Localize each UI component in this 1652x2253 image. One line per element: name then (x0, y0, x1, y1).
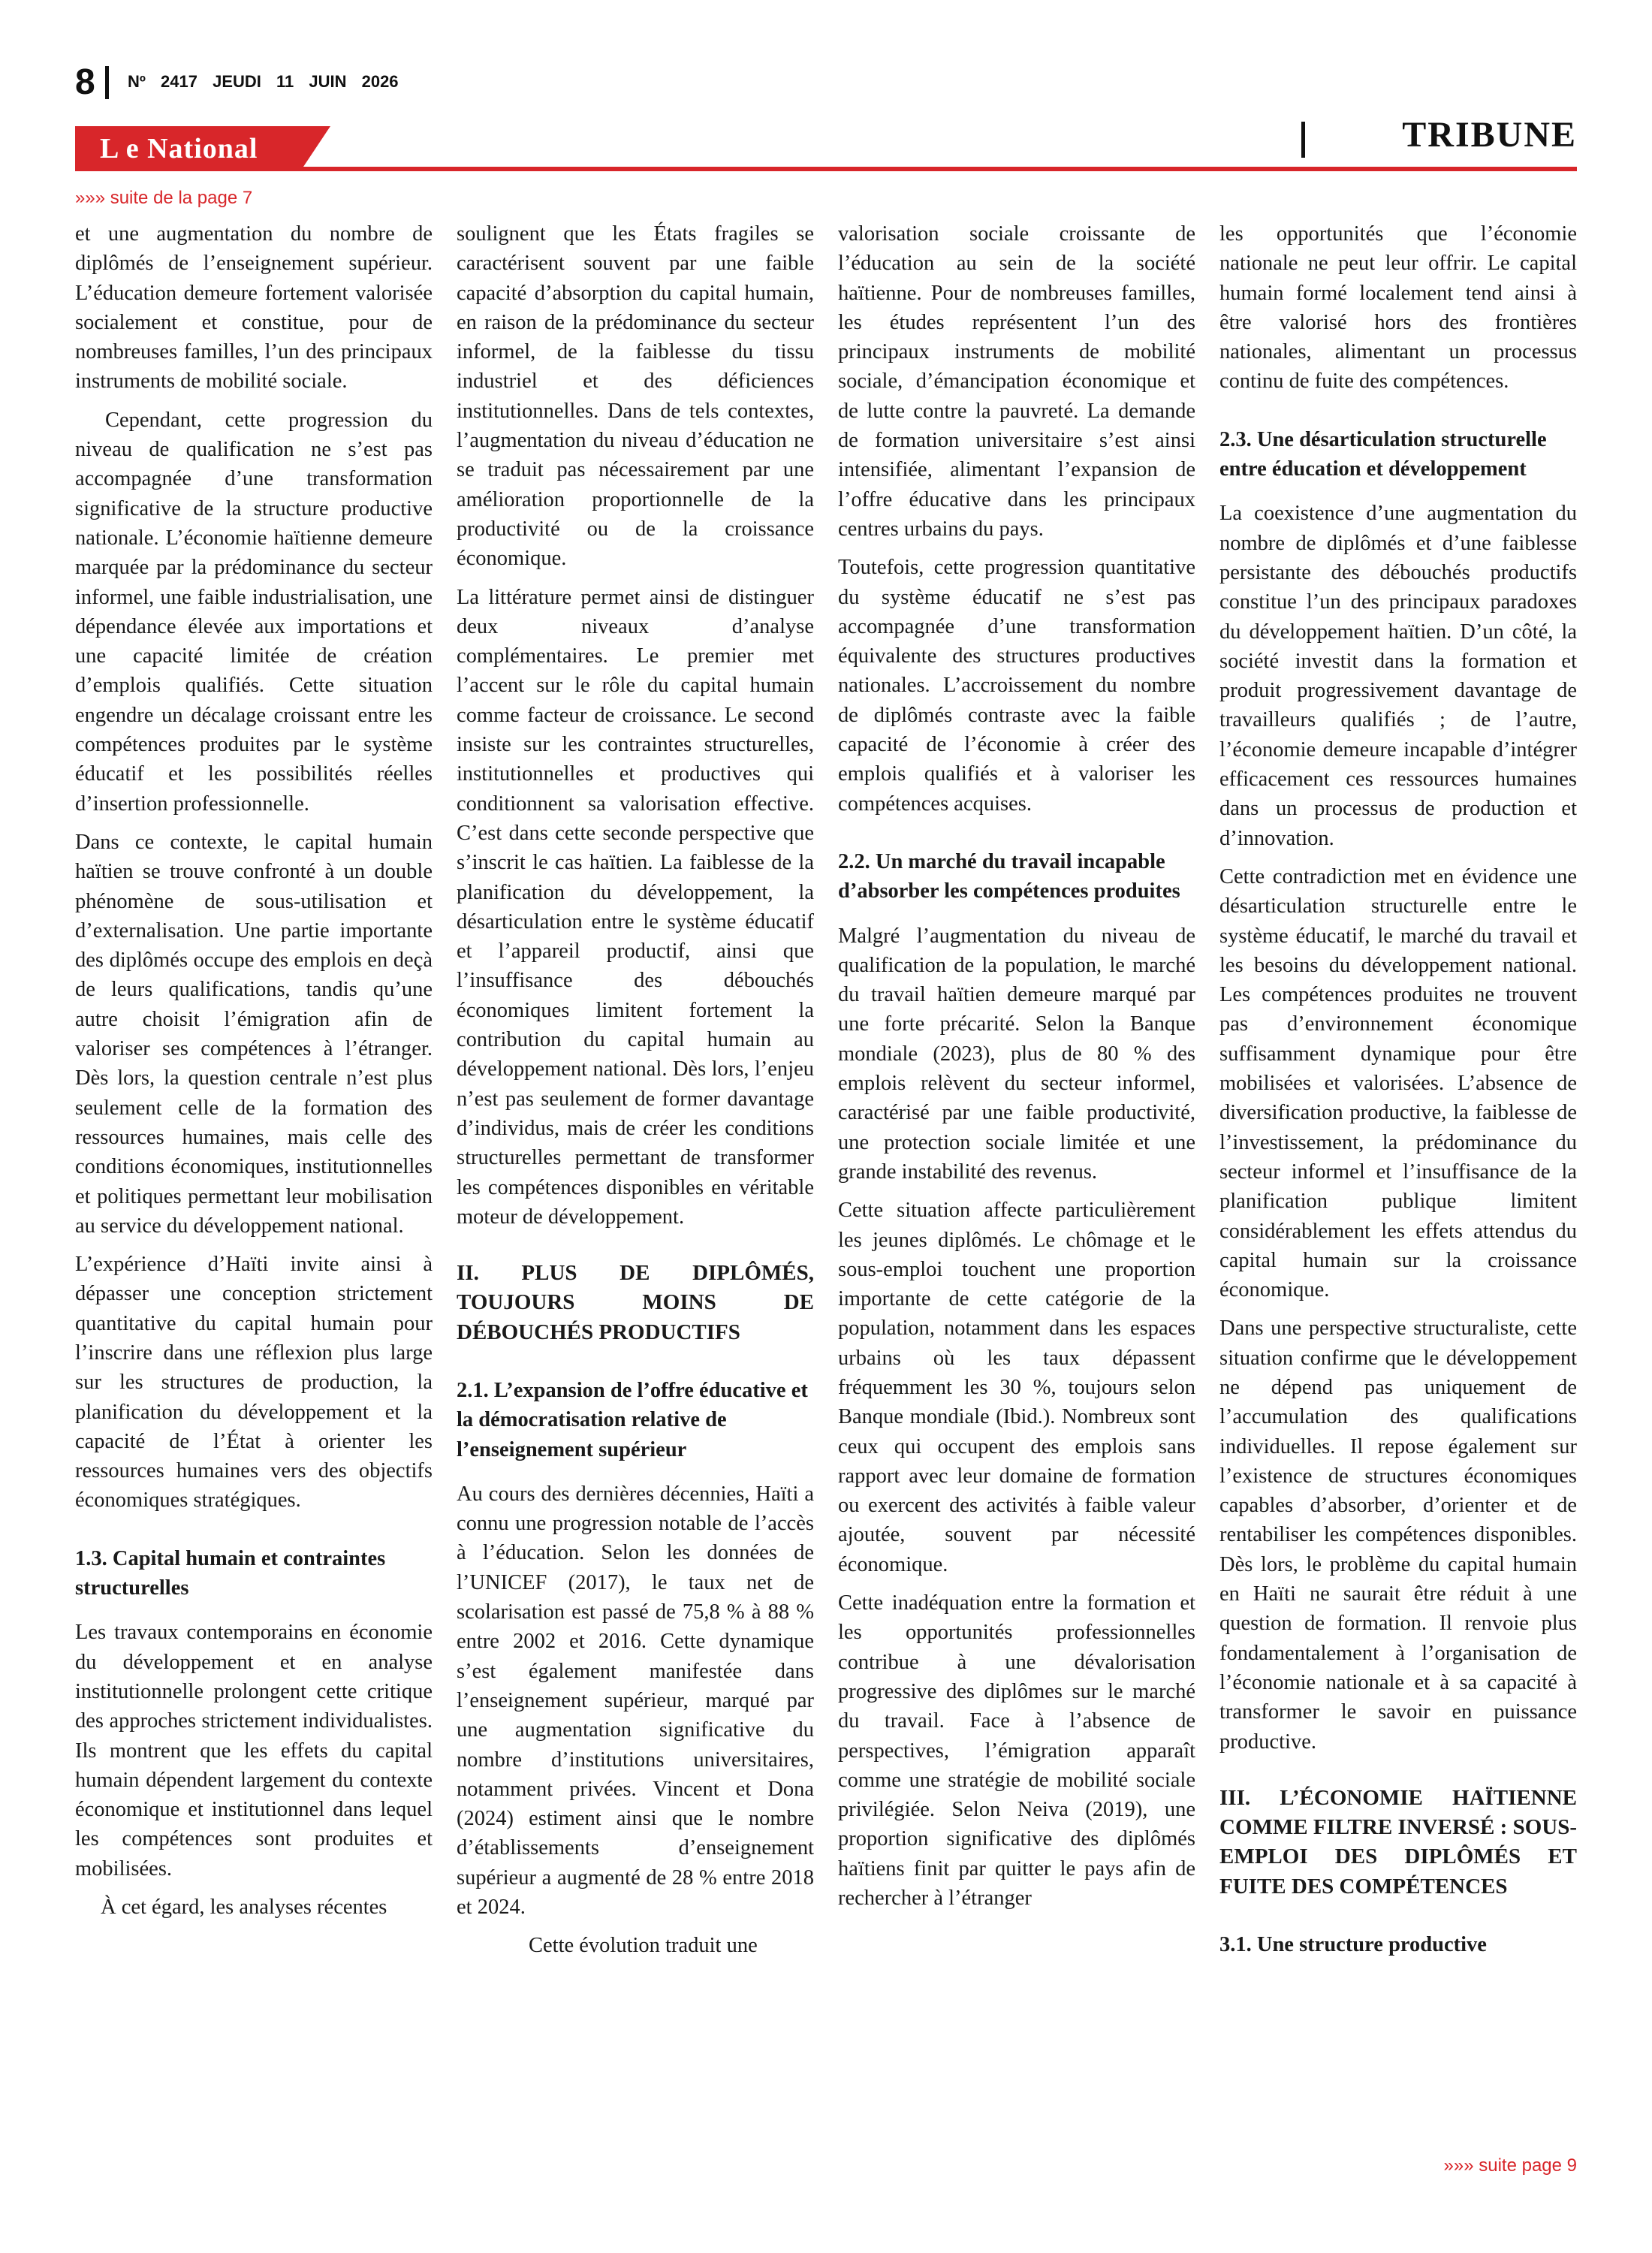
paragraph: L’expérience d’Haïti invite ainsi à dépasser une conception strictement quantitative du capital humain pour l’inscrire dans une réflexion plus large sur les structures de production, la planification du développement et la capacité de l’État à orienter les ressources humaines vers des objectifs économiques stratégiques. (75, 1253, 433, 1513)
paragraph: Cette évolution traduit une (529, 1934, 758, 1958)
subsection-heading: 2.2. Un marché du travail incapable d’absorber les compétences produites (838, 849, 1180, 903)
paragraph: La littérature permet ainsi de distinguer deux niveaux d’analyse complémentaires. Le premier met l’accent sur le rôle du capital humain comme facteur de croissance. Le second insiste sur les contraintes structurelles, institutionnelles et productives qui conditionnent sa valorisation effective. C’est dans cette seconde perspective que s’inscrit le cas haïtien. La faiblesse de la planification du développement, la désarticulation entre le système éducatif et l’appareil productif, ainsi que l’insuffisance des débouchés économiques limitent fortement la contribution du capital humain au développement national. Dès lors, l’enjeu n’est pas seulement de former davantage d’individus, mais de créer les conditions structurelles permettant de transformer les compétences disponibles en véritable moteur de développement. (457, 585, 814, 1229)
paragraph: et une augmentation du nombre de diplômés de l’enseignement supérieur. L’éducation demeure fortement valorisée socialement et constitue, pour de nombreuses familles, l’un des principaux instruments de mobilité sociale. (75, 222, 433, 394)
section-title: TRIBUNE (1402, 115, 1577, 155)
paragraph: À cet égard, les analyses récentes (101, 1896, 387, 1920)
paragraph: Toutefois, cette progression quantitative du système éducatif ne s’est pas accompagnée d’une transformation équivalente des structures productives nationales. L’accroissement du nombre de diplômés contraste avec la faible capacité de l’économie à créer des emplois qualifiés et à valoriser les compétences acquises. (838, 556, 1195, 816)
subsection-heading: 1.3. Capital humain et contraintes structurelles (75, 1546, 386, 1600)
continued-from-link[interactable]: »»» suite de la page 7 (75, 188, 253, 208)
page-header (75, 62, 1577, 102)
paragraph: Cependant, cette progression du niveau de qualification ne s’est pas accompagnée d’une transformation significative de la structure productive nationale. L’économie haïtienne demeure marquée par la prédominance du secteur informel, une faible industrialisation, une dépendance élevée aux importations et une capacité limitée de création d’emplois qualifiés. Cette situation engendre un décalage croissant entre les compétences produites par le système éducatif et les possibilités réelles d’insertion professionnelle. (75, 408, 433, 816)
article-column-1 (75, 219, 433, 1931)
paragraph: Cette contradiction met en évidence une désarticulation structurelle entre le système éducatif, le marché du travail et les besoins du développement national. Les compétences produites ne trouvent pas d’environnement économique suffisamment dynamique pour être mobilisées et valorisées. L’absence de diversification productive, la faiblesse de l’investissement, la prédominance du secteur informel et l’insuffisance de la planification publique limitent considérablement les effets attendus du capital humain sur la croissance économique. (1219, 864, 1577, 1302)
paragraph: Cette inadéquation entre la formation et les opportunités professionnelles contribue à une dévalorisation progressive des diplômes sur le marché du travail. Face à l’absence de perspectives, l’émigration apparaît comme une stratégie de mobilité sociale privilégiée. Selon Neiva (2019), une proportion significative des diplômés haïtiens finit par quitter le pays afin de rechercher à l’étranger (838, 1591, 1195, 1911)
subsection-heading: 2.1. L’expansion de l’offre éducative et la démocratisation relative de l’enseignement supérieur (457, 1378, 808, 1461)
section-heading: III. L’ÉCONOMIE HAÏTIENNE COMME FILTRE INVERSÉ : SOUS-EMPLOI DES DIPLÔMÉS ET FUITE DES COMPÉTENCES (1219, 1785, 1577, 1899)
paragraph: Cette situation affecte particulièrement les jeunes diplômés. Le chômage et le sous-emploi touchent une proportion importante de cette catégorie de la population, notamment dans les espaces urbains où les taux dépassent fréquemment les 30 %, toujours selon Banque mondiale (Ibid.). Nombreux sont ceux qui occupent des emplois sans rapport avec leur domaine de formation ou exercent des activités à faible valeur ajoutée, souvent par nécessité économique. (838, 1199, 1195, 1576)
paragraph: Malgré l’augmentation du niveau de qualification de la population, le marché du travail haïtien demeure marqué par une forte précarité. Selon la Banque mondiale (2023), plus de 80 % des emplois relèvent du secteur informel, caractérisé par une faible productivité, une protection sociale limitée et une grande instabilité des revenus. (838, 924, 1195, 1184)
paragraph: Les travaux contemporains en économie du développement et en analyse institutionnelle prolongent cette critique des approches strictement individualistes. Ils montrent que les effets du capital humain dépendent largement du contexte économique et institutionnel dans lequel les compétences sont produites et mobilisées. (75, 1621, 433, 1881)
header-red-rule (300, 167, 1577, 171)
masthead-brand-band-tip (300, 126, 330, 171)
paragraph: Dans une perspective structuraliste, cette situation confirme que le développement ne dépend pas uniquement de l’accumulation des qualifications individuelles. Il repose également sur l’existence de structures économiques capables d’absorber, d’orienter et de rentabiliser les compétences disponibles. Dès lors, le problème du capital humain en Haïti ne saurait être réduit à une question de formation. Il renvoie plus fondamentalement à l’organisation de l’économie nationale et à sa capacité à transformer le savoir en puissance productive. (1219, 1317, 1577, 1754)
page-number-divider (105, 66, 109, 99)
article-column-2 (457, 219, 814, 1970)
subsection-heading: 2.3. Une désarticulation structurelle entre éducation et développement (1219, 427, 1547, 481)
section-heading: II. PLUS DE DIPLÔMÉS, TOUJOURS MOINS DE DÉBOUCHÉS PRODUCTIFS (457, 1261, 814, 1344)
subsection-heading: 3.1. Une structure productive (1219, 1933, 1487, 1957)
article-column-4 (1219, 219, 1577, 1974)
section-title-divider (1301, 122, 1305, 158)
paragraph: Au cours des dernières décennies, Haïti a connu une progression notable de l’accès à l’éducation. Selon les données de l’UNICEF (2017), le taux net de scolarisation est passé de 75,8 % à 88 % entre 2002 et 2016. Cette dynamique s’est également manifestée dans l’enseignement supérieur, marqué par une augmentation significative du nombre d’institutions universitaires, notamment privées. Vincent et Dona (2024) estiment ainsi que le nombre d’établissements d’enseignement supérieur a augmenté de 28 % entre 2018 et 2024. (457, 1482, 814, 1920)
continued-to-link[interactable]: »»» suite page 9 (1443, 2155, 1577, 2176)
paragraph: les opportunités que l’économie nationale ne peut leur offrir. Le capital humain formé localement tend ainsi à être valorisé hors des frontières nationales, alimentant un processus continu de fuite des compétences. (1219, 222, 1577, 394)
page-number: 8 (75, 62, 95, 102)
newspaper-logo: L e National (100, 133, 258, 164)
paragraph: Dans ce contexte, le capital humain haïtien se trouve confronté à un double phénomène de sous-utilisation et d’externalisation. Une partie importante des diplômés occupe des emplois en deçà de leurs qualifications, tandis qu’une autre choisit l’émigration afin de valoriser ses compétences à l’étranger. Dès lors, la question centrale n’est plus seulement celle de la formation des ressources humaines, mais celle des conditions économiques, institutionnelles et politiques permettant leur mobilisation au service du développement national. (75, 830, 433, 1238)
paragraph: valorisation sociale croissante de l’éducation au sein de la société haïtienne. Pour de nombreuses familles, les études représentent l’un des principaux instruments de mobilité sociale, d’émancipation économique et de lutte contre la pauvreté. La demande de formation universitaire s’est ainsi intensifiée, alimentant l’expansion de l’offre éducative dans les principaux centres urbains du pays. (838, 222, 1195, 541)
paragraph: soulignent que les États fragiles se caractérisent souvent par une faible capacité d’absorption du capital humain, en raison de la prédominance du secteur informel, de la faiblesse du tissu industriel et des déficiences institutionnelles. Dans de tels contextes, l’augmentation du niveau d’éducation ne se traduit pas nécessairement par une amélioration proportionnelle de la productivité ou de la croissance économique. (457, 222, 814, 571)
issue-date-line: Nº 2417 JEUDI 11 JUIN 2026 (128, 72, 399, 91)
paragraph: La coexistence d’une augmentation du nombre de diplômés et d’une faiblesse persistante des débouchés productifs constitue l’un des principaux paradoxes du développement haïtien. D’un côté, la société investit dans la formation et produit progressivement davantage de travailleurs qualifiés ; de l’autre, l’économie demeure incapable d’intégrer efficacement ces ressources humaines dans un processus de production et d’innovation. (1219, 502, 1577, 850)
article-column-3 (838, 219, 1195, 1922)
